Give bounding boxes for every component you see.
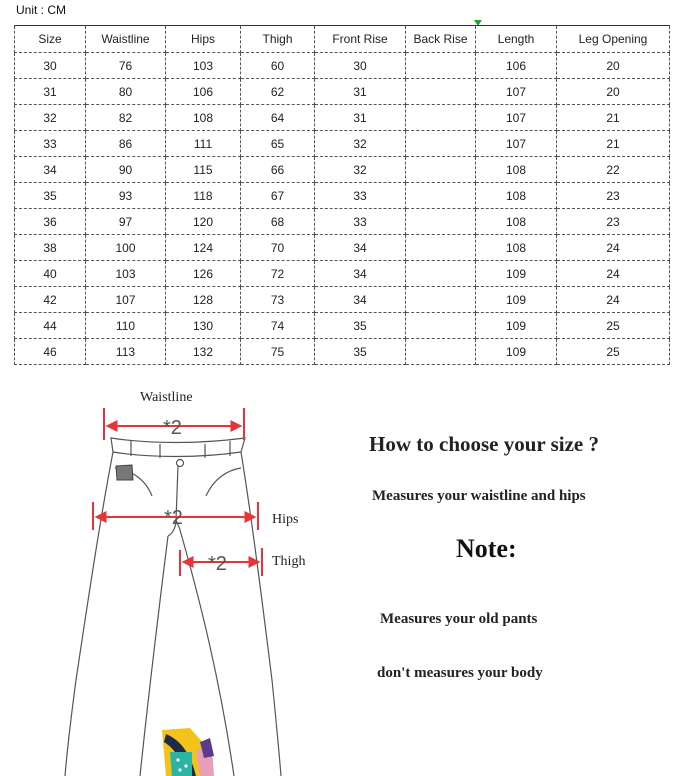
table-cell: 33 (315, 209, 406, 235)
table-cell: 34 (315, 235, 406, 261)
table-cell: 109 (476, 287, 557, 313)
table-row (15, 287, 670, 313)
table-row (15, 79, 670, 105)
table-cell: 23 (557, 209, 670, 235)
table-row (15, 339, 670, 365)
table-cell: 64 (241, 105, 315, 131)
table-cell: 20 (557, 53, 670, 79)
column-header: Back Rise (406, 26, 476, 53)
table-row (15, 183, 670, 209)
hips-multiplier: *2 (164, 507, 183, 529)
table-cell: 124 (166, 235, 241, 261)
table-cell: 73 (241, 287, 315, 313)
thigh-multiplier: *2 (208, 553, 227, 575)
table-cell: 113 (86, 339, 166, 365)
table-cell: 107 (86, 287, 166, 313)
table-header-row (15, 26, 670, 53)
table-cell: 132 (166, 339, 241, 365)
table-cell: 108 (476, 183, 557, 209)
table-cell: 126 (166, 261, 241, 287)
table-cell: 68 (241, 209, 315, 235)
table-cell: 107 (476, 79, 557, 105)
table-row (15, 157, 670, 183)
column-header: Size (15, 26, 86, 53)
column-header: Front Rise (315, 26, 406, 53)
table-cell: 25 (557, 313, 670, 339)
table-cell: 35 (315, 313, 406, 339)
table-cell: 115 (166, 157, 241, 183)
table-row (15, 131, 670, 157)
waistline-label: Waistline (140, 390, 193, 405)
table-cell (406, 261, 476, 287)
table-cell: 24 (557, 287, 670, 313)
table-cell: 22 (557, 157, 670, 183)
table-body (15, 53, 670, 365)
table-cell (406, 131, 476, 157)
table-cell: 107 (476, 105, 557, 131)
table-cell (406, 53, 476, 79)
table-cell: 30 (315, 53, 406, 79)
table-cell: 65 (241, 131, 315, 157)
table-cell (406, 339, 476, 365)
table-cell: 82 (86, 105, 166, 131)
size-chart-table (14, 25, 670, 365)
table-cell: 106 (476, 53, 557, 79)
table-cell: 86 (86, 131, 166, 157)
table-cell: 76 (86, 53, 166, 79)
table-cell: 100 (86, 235, 166, 261)
column-header: Hips (166, 26, 241, 53)
table-cell: 62 (241, 79, 315, 105)
table-cell: 108 (476, 235, 557, 261)
table-row (15, 209, 670, 235)
table-cell: 90 (86, 157, 166, 183)
table-cell: 80 (86, 79, 166, 105)
instruction-not-body: don't measures your body (377, 665, 543, 681)
table-cell: 97 (86, 209, 166, 235)
table-cell: 40 (15, 261, 86, 287)
table-cell: 111 (166, 131, 241, 157)
table-cell: 30 (15, 53, 86, 79)
table-row (15, 53, 670, 79)
table-cell: 108 (166, 105, 241, 131)
table-cell: 108 (476, 157, 557, 183)
table-cell: 33 (315, 183, 406, 209)
table-cell: 128 (166, 287, 241, 313)
table-cell: 109 (476, 339, 557, 365)
table-cell: 34 (315, 261, 406, 287)
table-cell: 25 (557, 339, 670, 365)
instruction-old-pants: Measures your old pants (380, 611, 538, 627)
waist-multiplier: *2 (163, 417, 182, 439)
table-cell: 107 (476, 131, 557, 157)
decorative-logo (162, 728, 214, 776)
table-cell (406, 313, 476, 339)
table-cell: 32 (15, 105, 86, 131)
table-cell: 21 (557, 105, 670, 131)
table-cell: 32 (315, 131, 406, 157)
table-cell: 31 (315, 79, 406, 105)
table-cell: 33 (15, 131, 86, 157)
table-cell: 60 (241, 53, 315, 79)
table-cell: 103 (166, 53, 241, 79)
table-cell: 93 (86, 183, 166, 209)
table-cell: 109 (476, 261, 557, 287)
table-cell: 72 (241, 261, 315, 287)
pants-outline (65, 438, 281, 776)
thigh-label: Thigh (272, 554, 306, 569)
column-header: Leg Opening (557, 26, 670, 53)
table-cell: 103 (86, 261, 166, 287)
table-row (15, 313, 670, 339)
hips-label: Hips (272, 512, 299, 527)
table-cell: 24 (557, 261, 670, 287)
table-cell: 32 (315, 157, 406, 183)
table-cell: 67 (241, 183, 315, 209)
column-header: Waistline (86, 26, 166, 53)
table-cell: 74 (241, 313, 315, 339)
table-cell: 34 (15, 157, 86, 183)
table-row (15, 105, 670, 131)
how-to-heading: How to choose your size ? (369, 432, 600, 456)
table-cell: 70 (241, 235, 315, 261)
unit-label: Unit : CM (16, 3, 67, 17)
table-cell: 75 (241, 339, 315, 365)
table-cell (406, 79, 476, 105)
table-cell: 31 (15, 79, 86, 105)
table-cell: 35 (15, 183, 86, 209)
table-cell: 24 (557, 235, 670, 261)
table-cell (406, 235, 476, 261)
table-cell (406, 209, 476, 235)
table-cell: 106 (166, 79, 241, 105)
table-row (15, 235, 670, 261)
table-cell (406, 287, 476, 313)
table-cell: 109 (476, 313, 557, 339)
table-cell: 38 (15, 235, 86, 261)
table-row (15, 261, 670, 287)
table-cell: 130 (166, 313, 241, 339)
table-cell: 31 (315, 105, 406, 131)
coin-pocket (116, 465, 133, 480)
table-cell: 118 (166, 183, 241, 209)
table-cell: 46 (15, 339, 86, 365)
table-cell: 23 (557, 183, 670, 209)
table-cell: 108 (476, 209, 557, 235)
table-cell: 42 (15, 287, 86, 313)
table-cell: 44 (15, 313, 86, 339)
table-cell: 34 (315, 287, 406, 313)
table-cell: 120 (166, 209, 241, 235)
table-cell: 36 (15, 209, 86, 235)
table-cell: 21 (557, 131, 670, 157)
note-title: Note: (456, 534, 517, 563)
table-cell (406, 157, 476, 183)
table-cell: 35 (315, 339, 406, 365)
table-cell (406, 183, 476, 209)
table-cell: 66 (241, 157, 315, 183)
column-header: Length (476, 26, 557, 53)
table-cell: 20 (557, 79, 670, 105)
instruction-waist-hips: Measures your waistline and hips (372, 488, 586, 504)
table-cell (406, 105, 476, 131)
table-cell: 110 (86, 313, 166, 339)
column-header: Thigh (241, 26, 315, 53)
